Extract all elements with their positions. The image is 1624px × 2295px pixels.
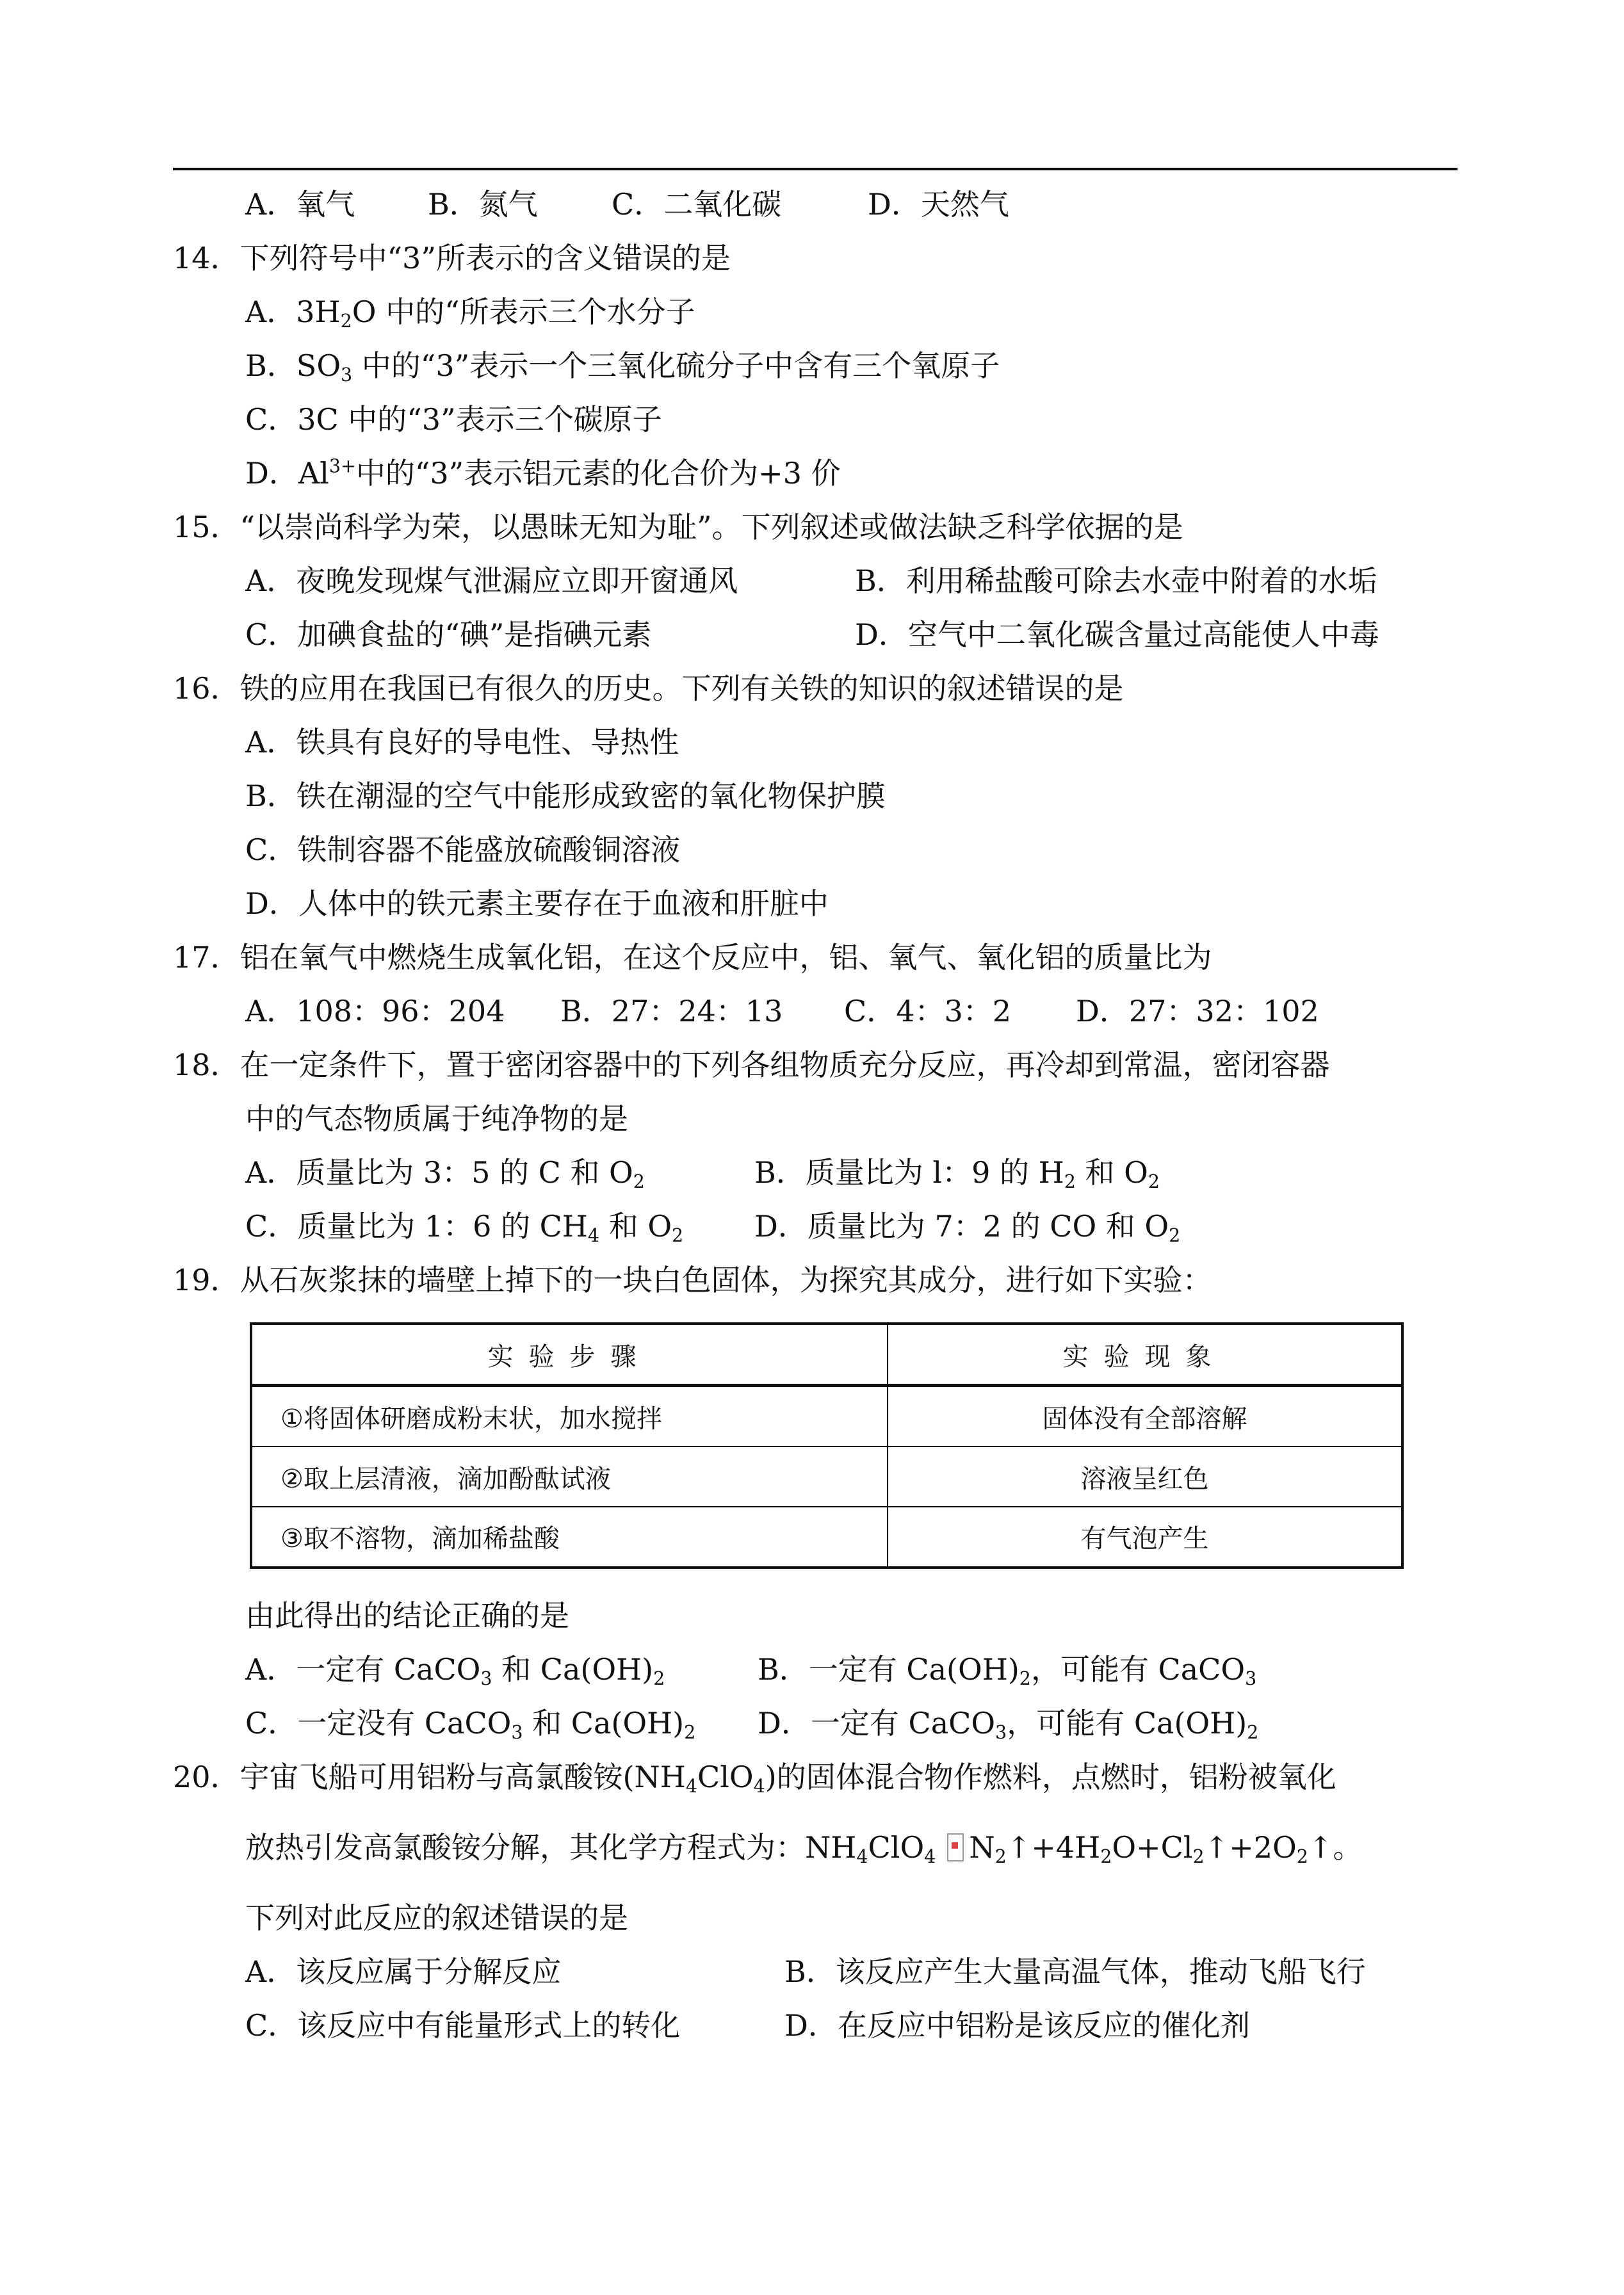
q19-option-d: D．一定有 CaCO$_3$，可能有 $Ca(OH)_2$ — [758, 1706, 1259, 1743]
q18-option-c: C．质量比为 1：6 的 $CH_4$ 和 $O_2$ — [245, 1209, 684, 1246]
q18-option-b: B．质量比为 l：9 的 $H_2$ 和 $O_2$ — [754, 1155, 1160, 1192]
table-row — [251, 1386, 1402, 1447]
table-cell-step: ③取不溶物，滴加稀盐酸 — [251, 1507, 888, 1568]
table-cell-observation: 固体没有全部溶解 — [888, 1386, 1402, 1447]
q17-option-d: D．27：32：102 — [1076, 994, 1319, 1028]
q16-option-b: B．铁在潮湿的空气中能形成致密的氧化物保护膜 — [245, 779, 886, 813]
q20-option-c: C．该反应中有能量形式上的转化 — [245, 2008, 681, 2043]
q19-conclusion-prompt: 由此得出的结论正确的是 — [245, 1598, 569, 1633]
q20-stem: 20．宇宙飞船可用铝粉与高氯酸铵$(NH_4ClO_4)$的固体混合物作燃料，点燃时，铝粉被氧化 — [173, 1760, 1336, 1797]
q14-option-a: A．$3H_2O$ 中的“所表示三个水分子 — [245, 295, 695, 332]
table-cell-step: ②取上层清液，滴加酚酞试液 — [251, 1447, 888, 1507]
q19-option-c: C．一定没有 CaCO$_3$ 和 $Ca(OH)_2$ — [245, 1706, 696, 1743]
q17-stem: 17．铝在氧气中燃烧生成氧化铝，在这个反应中，铝、氧气、氧化铝的质量比为 — [173, 940, 1212, 975]
q20-option-a: A．该反应属于分解反应 — [245, 1954, 562, 1989]
header-rule — [173, 168, 1458, 170]
table-header-observations: 实验现象 — [888, 1324, 1402, 1386]
q17-option-b: B．27：24：13 — [560, 994, 783, 1028]
q18-option-a: A．质量比为 3：5 的 C 和 $O_2$ — [245, 1155, 645, 1192]
q15-option-d: D．空气中二氧化碳含量过高能使人中毒 — [855, 617, 1379, 652]
q16-option-c: C．铁制容器不能盛放硫酸铜溶液 — [245, 832, 681, 867]
q16-option-a: A．铁具有良好的导电性、导热性 — [245, 725, 679, 759]
table-cell-observation: 溶液呈红色 — [888, 1447, 1402, 1507]
q17-option-a: A．108：96：204 — [245, 994, 505, 1028]
table-row — [251, 1447, 1402, 1507]
q20-option-b: B．该反应产生大量高温气体，推动飞船飞行 — [784, 1954, 1366, 1989]
q15-option-a: A．夜晚发现煤气泄漏应立即开窗通风 — [245, 564, 738, 598]
q20-prompt: 下列对此反应的叙述错误的是 — [245, 1901, 628, 1935]
q18-stem-cont: 中的气态物质属于纯净物的是 — [245, 1101, 628, 1136]
q18-option-d: D．质量比为 7：2 的 CO 和 $O_2$ — [754, 1209, 1181, 1246]
q14-stem: 14．下列符号中“3”所表示的含义错误的是 — [173, 241, 731, 275]
q14-option-b: B．$SO_3$ 中的“3”表示一个三氧化硫分子中含有三个氧原子 — [245, 348, 1000, 385]
q20-option-d: D．在反应中铝粉是该反应的催化剂 — [784, 2008, 1250, 2043]
table-cell-observation: 有气泡产生 — [888, 1507, 1402, 1568]
q20-equation-line: 放热引发高氯酸铵分解，其化学方程式为：$NH_4ClO_4$ $N_2↑+4H_2O+Cl_2↑+2O_2↑$。 — [245, 1830, 1363, 1867]
q16-option-d: D．人体中的铁元素主要存在于血液和肝脏中 — [245, 886, 829, 921]
q13-option-c: C．二氧化碳 — [612, 187, 782, 222]
broken-image-icon — [947, 1833, 964, 1861]
q19-option-b: B．一定有 $Ca(OH)_2$，可能有 CaCO$_3$ — [758, 1652, 1257, 1689]
q15-option-b: B．利用稀盐酸可除去水壶中附着的水垢 — [855, 564, 1377, 598]
table-header-steps: 实验步骤 — [251, 1324, 888, 1386]
q18-stem: 18．在一定条件下，置于密闭容器中的下列各组物质充分反应，再冷却到常温，密闭容器 — [173, 1048, 1330, 1082]
experiment-table — [250, 1322, 1404, 1569]
q19-option-a: A．一定有 CaCO$_3$ 和 $Ca(OH)_2$ — [245, 1652, 665, 1689]
q16-stem: 16．铁的应用在我国已有很久的历史。下列有关铁的知识的叙述错误的是 — [173, 671, 1124, 706]
q19-stem: 19．从石灰浆抹的墙壁上掉下的一块白色固体，为探究其成分，进行如下实验： — [173, 1263, 1212, 1297]
q17-option-c: C．4：3：2 — [844, 994, 1011, 1028]
table-row — [251, 1507, 1402, 1568]
q13-option-d: D．天然气 — [868, 187, 1009, 222]
q13-option-a: A．氧气 — [245, 187, 355, 222]
q13-option-b: B．氮气 — [428, 187, 538, 222]
table-cell-step: ①将固体研磨成粉末状，加水搅拌 — [251, 1386, 888, 1447]
q14-option-c: C．3C 中的“3”表示三个碳原子 — [245, 402, 662, 437]
q15-stem: 15．“以崇尚科学为荣，以愚昧无知为耻”。下列叙述或做法缺乏科学依据的是 — [173, 510, 1183, 544]
q14-option-d: D．$Al^{3+}$中的“3”表示铝元素的化合价为+3 价 — [245, 455, 841, 491]
table-header-row — [251, 1324, 1402, 1386]
q15-option-c: C．加碘食盐的“碘”是指碘元素 — [245, 617, 652, 652]
